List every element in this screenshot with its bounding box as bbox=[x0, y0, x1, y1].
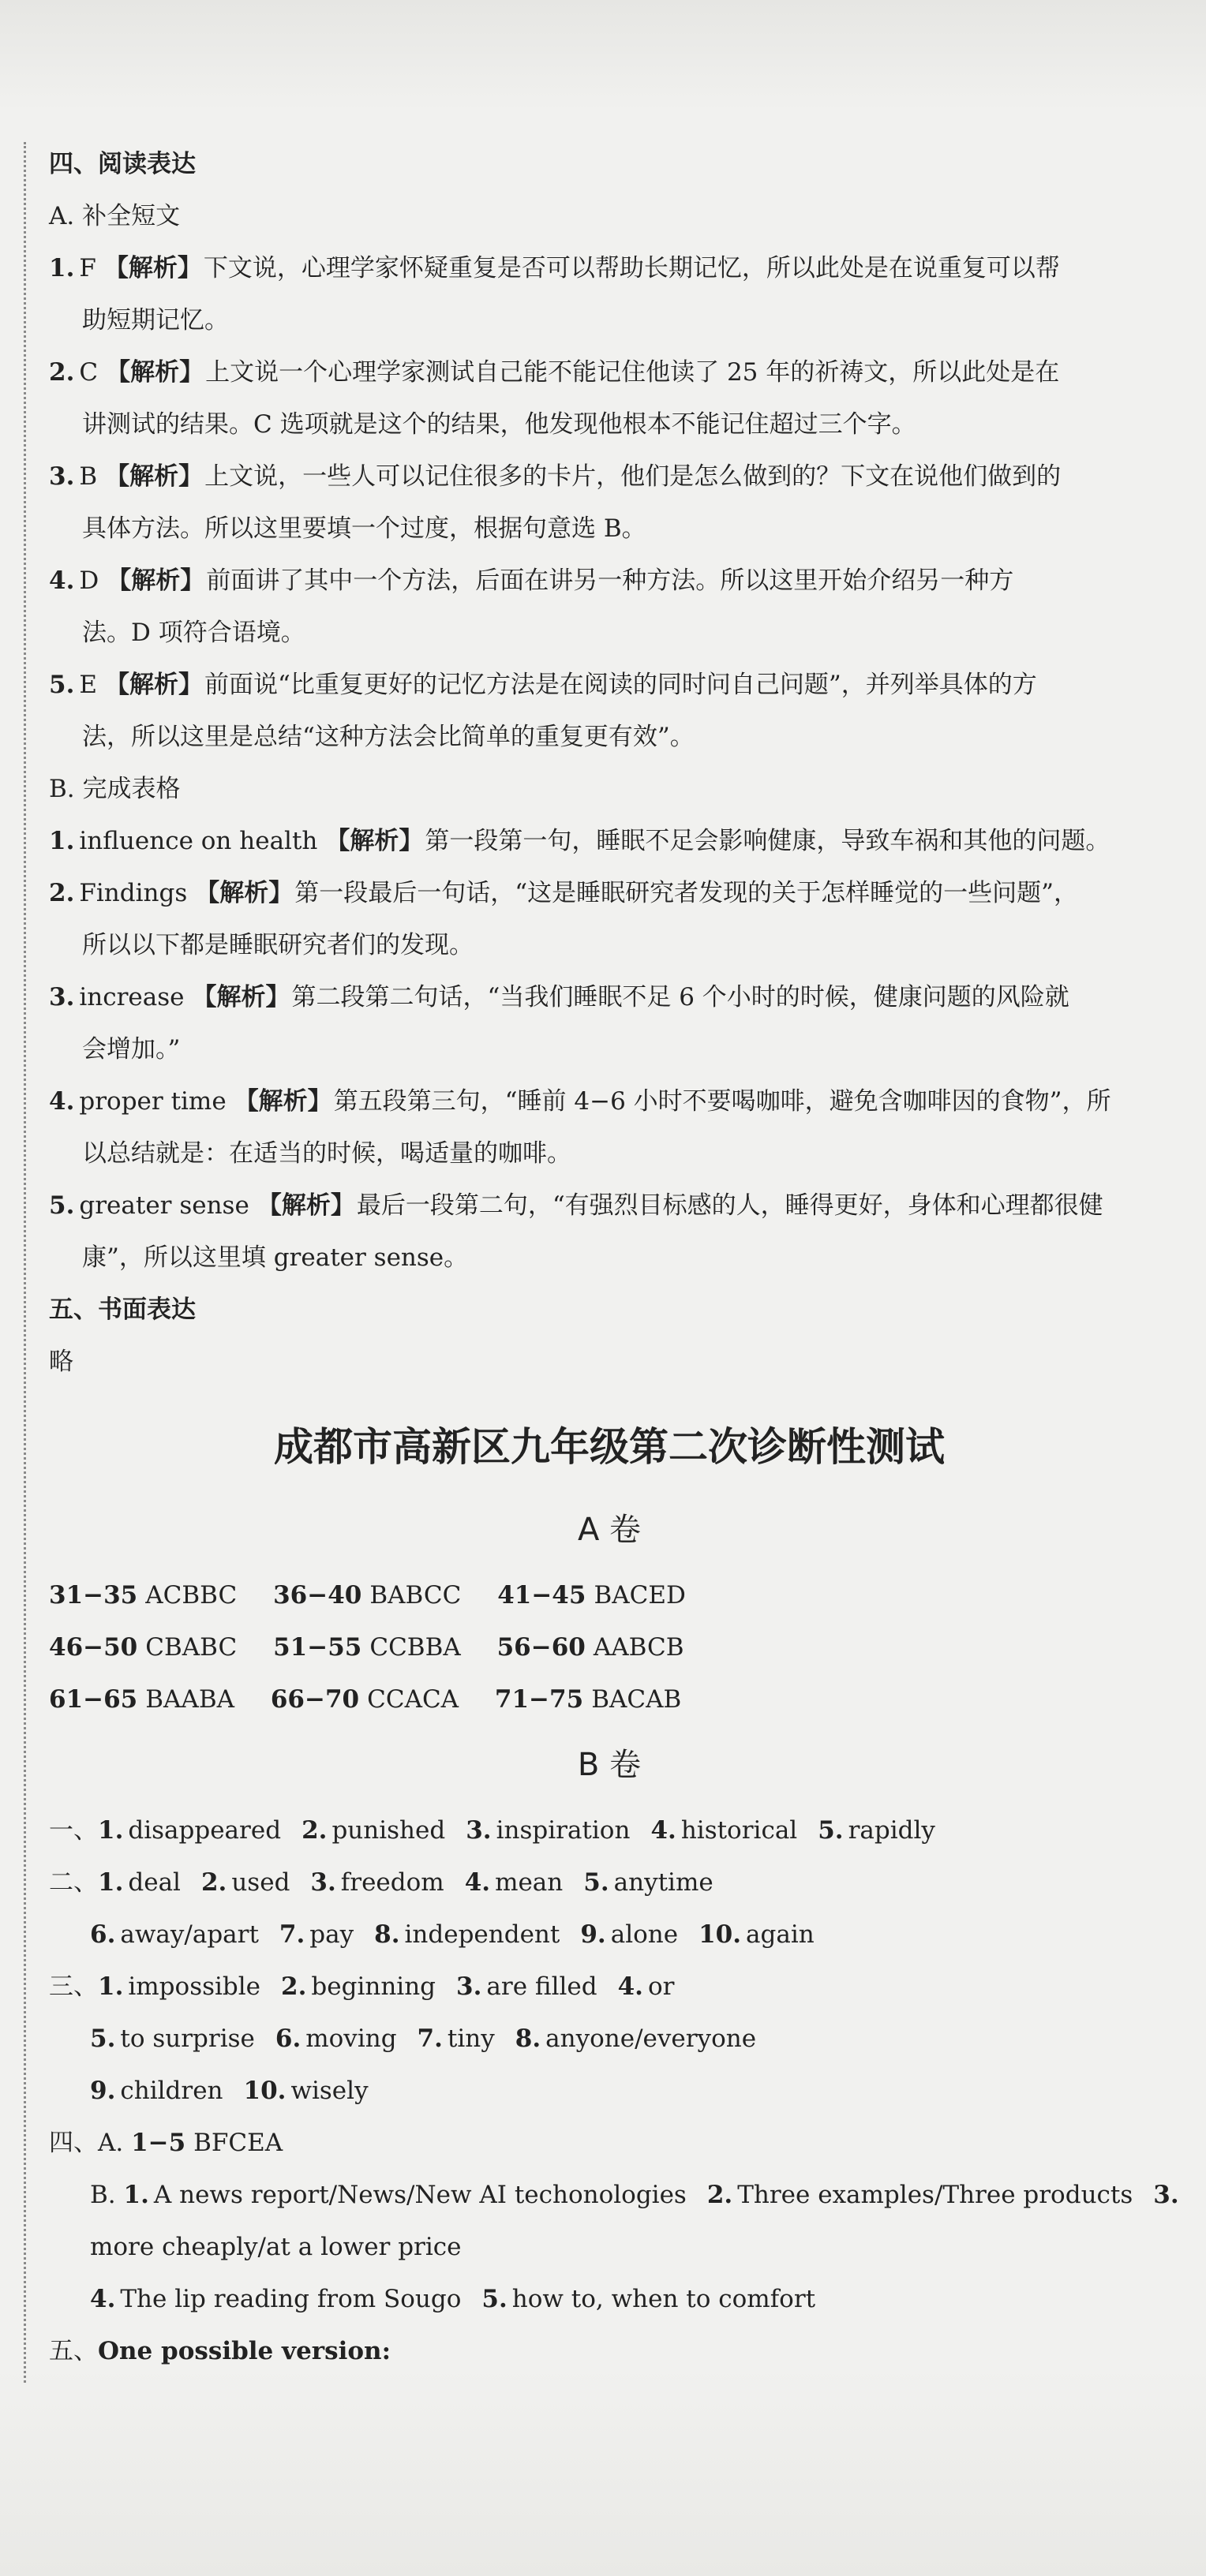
partB-item-4 bbox=[49, 1075, 1170, 1127]
item-number: 3. bbox=[49, 462, 75, 491]
item-number: 1. bbox=[98, 1868, 124, 1897]
partA-item-1-cont: 助短期记忆。 bbox=[82, 306, 229, 335]
answer-group: BACED bbox=[594, 1581, 686, 1610]
item-word: rapidly bbox=[848, 1816, 935, 1845]
item-word: mean bbox=[495, 1868, 564, 1897]
item-number: 1. bbox=[49, 254, 75, 282]
item-number: 2. bbox=[49, 358, 75, 387]
vol-a-row-2 bbox=[49, 1621, 1170, 1673]
answer-group: AABCB bbox=[593, 1633, 684, 1662]
vol-b-part2-row1 bbox=[49, 1856, 1170, 1909]
item-number: 5. bbox=[49, 671, 75, 699]
answer-item bbox=[98, 1816, 281, 1845]
answer-item bbox=[302, 1816, 445, 1845]
answer-range: 56−60 bbox=[496, 1633, 586, 1662]
answer-range: 51−55 bbox=[273, 1633, 362, 1662]
item-word: impossible bbox=[128, 1972, 261, 2001]
partA-item-5 bbox=[49, 659, 1170, 711]
answer-item bbox=[201, 1868, 290, 1897]
partA-item-3 bbox=[49, 451, 1170, 503]
part-prefix: 五、 bbox=[49, 2337, 98, 2365]
analysis-tag: 【解析】 bbox=[106, 358, 204, 387]
answer-item bbox=[90, 2025, 255, 2053]
answer-item bbox=[707, 2181, 1133, 2209]
partA-item-3-cont: 具体方法。所以这里要填一个过度，根据句意选 B。 bbox=[82, 514, 646, 543]
sub-label: B. bbox=[90, 2181, 116, 2209]
answer-item bbox=[310, 1868, 444, 1897]
vol-b-part5 bbox=[49, 2325, 1170, 2377]
item-answer: proper time bbox=[79, 1087, 227, 1116]
item-text: 第五段第三句，“睡前 4−6 小时不要喝咖啡，避免含咖啡因的食物”，所 bbox=[333, 1087, 1111, 1116]
item-word: moving bbox=[305, 2025, 397, 2053]
sample-essay-label: One possible version: bbox=[98, 2337, 391, 2365]
item-text: 前面说“比重复更好的记忆方法是在阅读的同时问自己问题”，并列举具体的方 bbox=[204, 671, 1037, 699]
item-word: deal bbox=[128, 1868, 181, 1897]
item-answer: greater sense bbox=[79, 1191, 249, 1220]
item-text: 上文说，一些人可以记住很多的卡片，他们是怎么做到的？下文在说他们做到的 bbox=[204, 462, 1062, 491]
answer-group: ACBBC bbox=[145, 1581, 238, 1610]
item-number: 5. bbox=[481, 2285, 507, 2313]
answer-group: BABCC bbox=[369, 1581, 462, 1610]
item-word: used bbox=[231, 1868, 290, 1897]
item-text: 上文说一个心理学家测试自己能不能记住他读了 25 年的祈祷文，所以此处是在 bbox=[205, 358, 1060, 387]
answer-range: 31−35 bbox=[49, 1581, 138, 1610]
answer-group: CCBBA bbox=[369, 1633, 461, 1662]
partB-item-1 bbox=[49, 815, 1170, 867]
answer-item bbox=[124, 2181, 687, 2209]
analysis-tag: 【解析】 bbox=[325, 827, 424, 855]
item-text: 第一段最后一句话，“这是睡眠研究者发现的关于怎样睡觉的一些问题”， bbox=[294, 879, 1078, 907]
item-word: are filled bbox=[486, 1972, 597, 2001]
partB-item-5 bbox=[49, 1180, 1170, 1232]
item-answer: B bbox=[79, 462, 98, 491]
test-title: 成都市高新区九年级第二次诊断性测试 bbox=[274, 1424, 945, 1470]
item-number: 6. bbox=[90, 1920, 116, 1949]
answer-item bbox=[650, 1816, 797, 1845]
partA-item-4 bbox=[49, 555, 1170, 607]
item-number: 5. bbox=[818, 1816, 844, 1845]
partA-label: A. 补全短文 bbox=[49, 202, 181, 230]
answer-item bbox=[583, 1868, 713, 1897]
analysis-tag: 【解析】 bbox=[105, 671, 204, 699]
item-word: pay bbox=[309, 1920, 354, 1949]
margin-dotted-line bbox=[24, 142, 26, 2383]
answer-item bbox=[618, 1972, 675, 2001]
answer-group: BAABA bbox=[145, 1685, 234, 1714]
item-number: 4. bbox=[49, 566, 75, 595]
analysis-tag: 【解析】 bbox=[195, 879, 294, 907]
item-number: 3. bbox=[1153, 2181, 1179, 2209]
answer-item bbox=[244, 2077, 369, 2105]
item-word: disappeared bbox=[128, 1816, 282, 1845]
item-number: 1. bbox=[98, 1816, 124, 1845]
vol-a-row-1 bbox=[49, 1569, 1170, 1621]
vol-b-part2-row2 bbox=[49, 1909, 1170, 1961]
item-answer: C bbox=[79, 358, 99, 387]
item-word: beginning bbox=[311, 1972, 436, 2001]
item-answer: F bbox=[79, 254, 96, 282]
content bbox=[49, 138, 1179, 2377]
answer-item bbox=[279, 1920, 354, 1949]
partA-item-4-cont: 法。D 项符合语境。 bbox=[82, 619, 305, 647]
item-number: 9. bbox=[90, 2077, 116, 2105]
item-answer: influence on health bbox=[79, 827, 318, 855]
item-text: 第二段第二句话，“当我们睡眠不足 6 个小时的时候，健康问题的风险就 bbox=[291, 983, 1069, 1011]
item-number: 9. bbox=[580, 1920, 606, 1949]
sub-label: A. bbox=[98, 2129, 124, 2157]
item-number: 3. bbox=[466, 1816, 492, 1845]
item-number: 3. bbox=[49, 983, 75, 1011]
item-word: punished bbox=[331, 1816, 446, 1845]
answer-item bbox=[1153, 2181, 1183, 2209]
partB-label: B. 完成表格 bbox=[49, 775, 181, 803]
item-word: Three examples/Three products bbox=[737, 2181, 1133, 2209]
partB-item-5-cont: 康”，所以这里填 greater sense。 bbox=[82, 1243, 469, 1272]
item-number: 4. bbox=[49, 1087, 75, 1116]
answer-group: BACAB bbox=[591, 1685, 682, 1714]
item-answer: Findings bbox=[79, 879, 188, 907]
answer-range: 66−70 bbox=[270, 1685, 360, 1714]
item-number: 5. bbox=[583, 1868, 609, 1897]
answer-item bbox=[98, 1972, 260, 2001]
item-answer: increase bbox=[79, 983, 185, 1011]
part-prefix: 四、 bbox=[49, 2129, 98, 2157]
analysis-tag: 【解析】 bbox=[107, 566, 205, 595]
item-word: anyone/everyone bbox=[545, 2025, 757, 2053]
answer-item bbox=[580, 1920, 678, 1949]
item-number: 6. bbox=[275, 2025, 302, 2053]
partA-item-2-cont: 讲测试的结果。C 选项就是这个的结果，他发现他根本不能记住超过三个字。 bbox=[82, 410, 916, 439]
answer-range: 41−45 bbox=[497, 1581, 586, 1610]
item-number: 10. bbox=[243, 2077, 287, 2105]
item-text: 前面讲了其中一个方法，后面在讲另一种方法。所以这里开始介绍另一种方 bbox=[206, 566, 1014, 595]
item-number: 2. bbox=[281, 1972, 307, 2001]
item-word: tiny bbox=[447, 2025, 495, 2053]
item-number: 2. bbox=[706, 2181, 733, 2209]
answer-range: 61−65 bbox=[49, 1685, 138, 1714]
answer-item bbox=[281, 1972, 436, 2001]
item-word: independent bbox=[404, 1920, 560, 1949]
answer-item bbox=[699, 1920, 815, 1949]
item-number: 1. bbox=[98, 1972, 124, 2001]
partB-item-2 bbox=[49, 867, 1170, 919]
item-word: or bbox=[647, 1972, 675, 2001]
answer-range: 71−75 bbox=[494, 1685, 584, 1714]
vol-b-part4-b-row1 bbox=[49, 2169, 1179, 2221]
analysis-tag: 【解析】 bbox=[105, 462, 204, 491]
answer-item bbox=[418, 2025, 495, 2053]
partB-item-3-cont: 会增加。” bbox=[82, 1035, 181, 1064]
vol-b-part1 bbox=[49, 1804, 1170, 1856]
item-text: 第一段第一句，睡眠不足会影响健康，导致车祸和其他的问题。 bbox=[425, 827, 1110, 855]
section5-text: 略 bbox=[49, 1348, 73, 1376]
item-number: 5. bbox=[90, 2025, 116, 2053]
vol-a-row-3 bbox=[49, 1673, 1170, 1725]
item-number: 2. bbox=[200, 1868, 227, 1897]
partA-item-2 bbox=[49, 346, 1170, 398]
partB-item-2-cont: 所以以下都是睡眠研究者们的发现。 bbox=[82, 931, 474, 959]
answer-item bbox=[90, 1920, 259, 1949]
vol-b-part4-b-row3 bbox=[49, 2273, 1170, 2325]
item-number: 3. bbox=[456, 1972, 482, 2001]
item-word: children bbox=[120, 2077, 223, 2105]
answer-group: CBABC bbox=[145, 1633, 238, 1662]
vol-b-part4-a bbox=[49, 2117, 1170, 2169]
item-number: 4. bbox=[650, 1816, 676, 1845]
section4-heading: 四、阅读表达 bbox=[49, 150, 196, 178]
vol-b-heading: B 卷 bbox=[577, 1747, 642, 1783]
item-number: 5. bbox=[49, 1191, 75, 1220]
item-number: 8. bbox=[515, 2025, 541, 2053]
item-word: wisely bbox=[290, 2077, 369, 2105]
answer-range: 1−5 bbox=[131, 2129, 186, 2157]
item-word: to surprise bbox=[120, 2025, 255, 2053]
item-number: 4. bbox=[90, 2285, 116, 2313]
item-number: 1. bbox=[123, 2181, 149, 2209]
answer-item bbox=[515, 2025, 756, 2053]
item-word: how to, when to comfort bbox=[511, 2285, 816, 2313]
item-number: 7. bbox=[417, 2025, 443, 2053]
item-text: 下文说，心理学家怀疑重复是否可以帮助长期记忆，所以此处是在说重复可以帮 bbox=[203, 254, 1060, 282]
answer-item bbox=[465, 1868, 564, 1897]
answer-item bbox=[481, 2285, 815, 2313]
item-answer: E bbox=[79, 671, 98, 699]
item-number: 3. bbox=[310, 1868, 336, 1897]
answer-item bbox=[275, 2025, 397, 2053]
item-word: freedom bbox=[340, 1868, 444, 1897]
item-word: The lip reading from Sougo bbox=[120, 2285, 462, 2313]
partA-item-5-cont: 法，所以这里是总结“这种方法会比简单的重复更有效”。 bbox=[82, 723, 695, 751]
answer-item bbox=[466, 1816, 630, 1845]
item-number: 2. bbox=[49, 879, 75, 907]
partB-item-4-cont: 以总结就是：在适当的时候，喝适量的咖啡。 bbox=[82, 1139, 571, 1168]
item-word: anytime bbox=[613, 1868, 713, 1897]
vol-b-part3-row2 bbox=[49, 2013, 1170, 2065]
answer-item bbox=[818, 1816, 935, 1845]
answer-item bbox=[98, 1868, 181, 1897]
part-prefix: 一、 bbox=[49, 1816, 98, 1845]
answer-range: 36−40 bbox=[273, 1581, 362, 1610]
item-answer: D bbox=[79, 566, 99, 595]
part-prefix: 二、 bbox=[49, 1868, 98, 1897]
part-prefix: 三、 bbox=[49, 1972, 98, 2001]
analysis-tag: 【解析】 bbox=[257, 1191, 355, 1220]
item-word: alone bbox=[610, 1920, 679, 1949]
item-number: 8. bbox=[374, 1920, 400, 1949]
answer-group: BFCEA bbox=[193, 2129, 283, 2157]
item-word: away/apart bbox=[120, 1920, 259, 1949]
vol-a-heading: A 卷 bbox=[577, 1512, 642, 1548]
analysis-tag: 【解析】 bbox=[234, 1087, 332, 1116]
item-word: A news report/News/New AI techonologies bbox=[153, 2181, 687, 2209]
analysis-tag: 【解析】 bbox=[192, 983, 290, 1011]
section5-heading: 五、书面表达 bbox=[49, 1295, 196, 1324]
partB-item-3 bbox=[49, 971, 1170, 1023]
vol-b-part3-row3 bbox=[49, 2065, 1170, 2117]
vol-b-part3-row1 bbox=[49, 1961, 1170, 2013]
item-number: 7. bbox=[279, 1920, 305, 1949]
vol-b-part4-b-row2: more cheaply/at a lower price bbox=[90, 2233, 462, 2261]
item-word: inspiration bbox=[496, 1816, 631, 1845]
item-number: 2. bbox=[302, 1816, 328, 1845]
answer-group: CCACA bbox=[367, 1685, 459, 1714]
answer-item bbox=[456, 1972, 597, 2001]
partA-item-1 bbox=[49, 242, 1170, 294]
item-text: 最后一段第二句，“有强烈目标感的人，睡得更好，身体和心理都很健 bbox=[356, 1191, 1103, 1220]
analysis-tag: 【解析】 bbox=[103, 254, 202, 282]
item-word: historical bbox=[680, 1816, 798, 1845]
item-number: 4. bbox=[617, 1972, 643, 2001]
item-number: 10. bbox=[699, 1920, 742, 1949]
answer-item bbox=[374, 1920, 560, 1949]
answer-range: 46−50 bbox=[49, 1633, 138, 1662]
item-number: 1. bbox=[49, 827, 75, 855]
item-number: 4. bbox=[464, 1868, 491, 1897]
item-word: again bbox=[746, 1920, 815, 1949]
answer-item bbox=[90, 2285, 461, 2313]
answer-item bbox=[90, 2077, 223, 2105]
